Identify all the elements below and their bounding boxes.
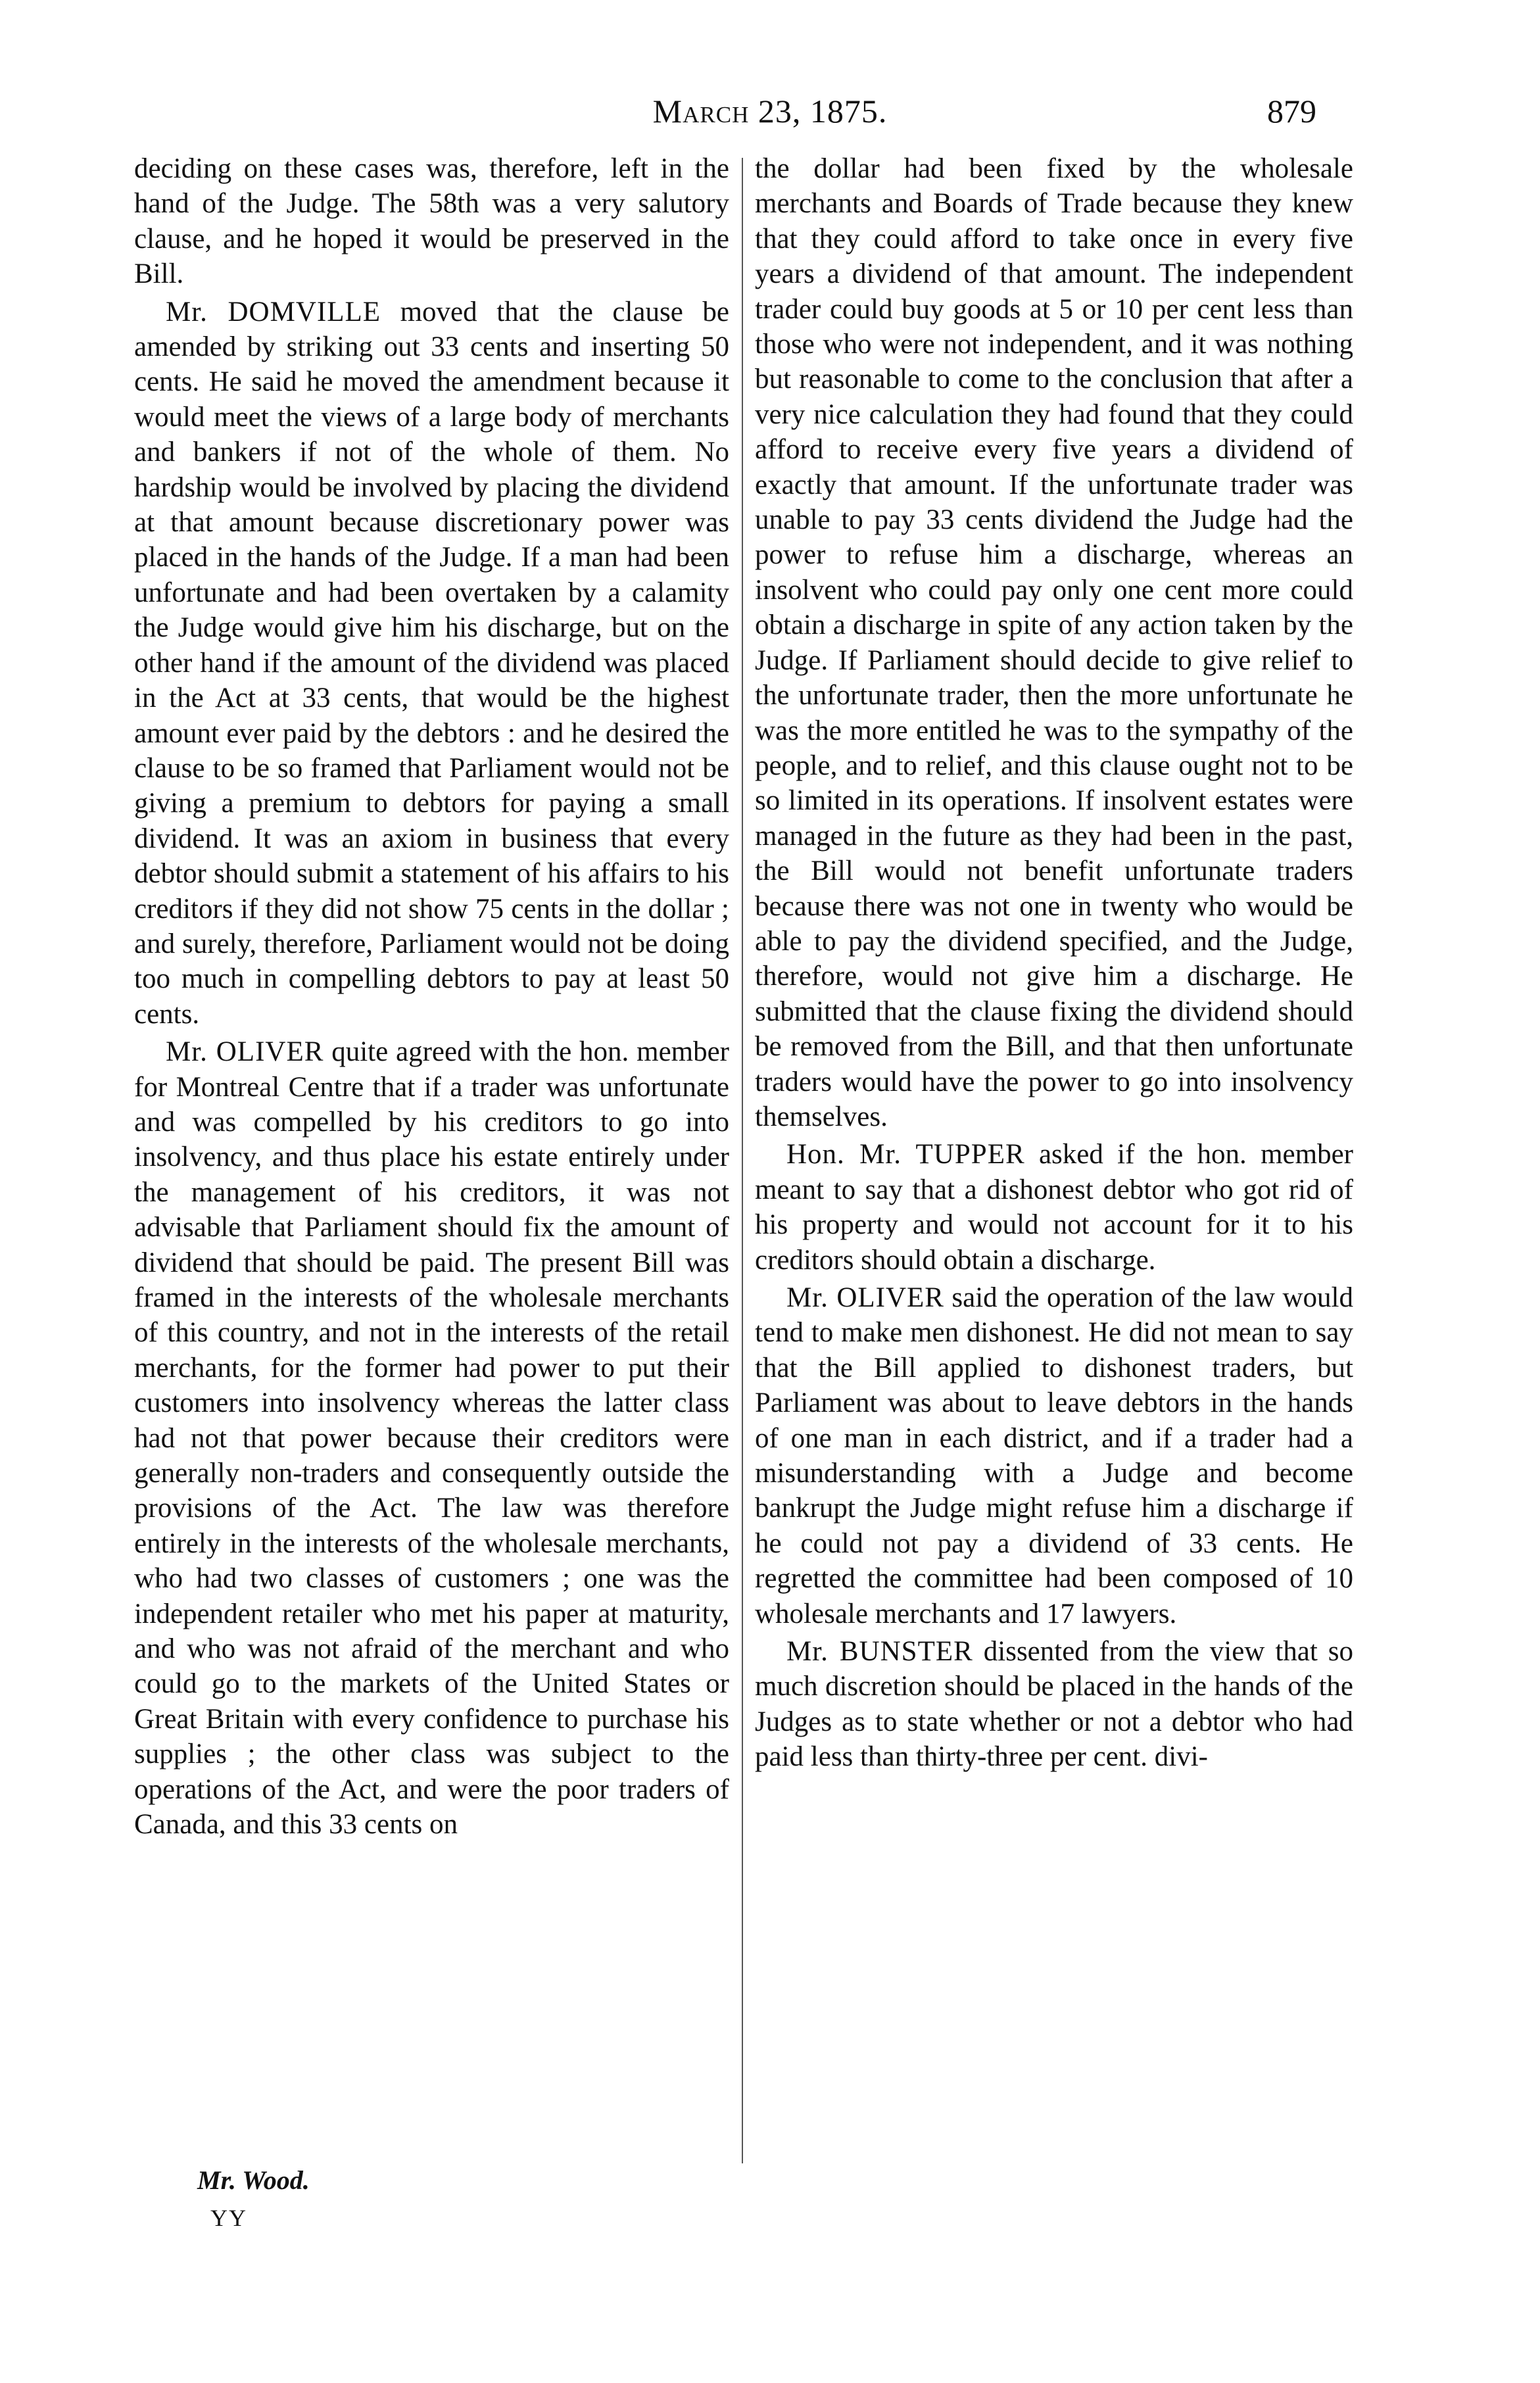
paragraph-oliver-1 [134, 1034, 729, 1842]
paragraph-text: deciding on these cases was, therefore, left in the hand of the Judge. The 58th was a very salutory clause, and he hoped it would be preserved in the Bill. [134, 153, 729, 290]
right-column [755, 151, 1353, 1775]
printer-signature-mark: YY [210, 2205, 247, 2231]
paragraph-tupper [755, 1137, 1353, 1278]
header-date: March 23, 1875. [652, 93, 888, 130]
paragraph-continuation-right [755, 151, 1353, 1134]
left-column [134, 151, 729, 1842]
paragraph-bunster [755, 1634, 1353, 1775]
page-header [0, 85, 1540, 138]
page-number: 879 [1267, 93, 1316, 130]
speaker-name: Mr. DOMVILLE [166, 296, 381, 327]
paragraph-text: asked if the hon. member meant to say that a dishonest debtor who got rid of his property and would not account for it to his creditors should obtain a discharge. [755, 1139, 1353, 1276]
speaker-name: Mr. OLIVER [166, 1036, 324, 1068]
paragraph-text: said the operation of the law would tend to make men dishonest. He did not mean to say that the Bill applied to dishonest traders, but Parliament was about to leave debtors in the hands of one man in each district, and if a trader had a misunderstanding with a Judge and become bankrupt the Judge might refuse him a discharge if he could not pay a dividend of 33 cents. He regretted the committee had been composed of 10 wholesale merchants and 17 lawyers. [755, 1282, 1353, 1629]
speaker-name: Hon. Mr. TUPPER [786, 1139, 1025, 1170]
paragraph-text: dissented from the view that so much discretion should be placed in the hands of the Judges as to state whether or not a debtor who had paid less than thirty-three per cent. divi- [755, 1636, 1353, 1773]
paragraph-text: moved that the clause be amended by striking out 33 cents and inserting 50 cents. He said he moved the amendment because it would meet the views of a large body of merchants and bankers if not of the whole of them. No hardship would be involved by placing the dividend at that amount because discretionary power was placed in the hands of the Judge. If a man had been unfortunate and had been overtaken by a calamity the Judge would give him his discharge, but on the other hand if the amount of the dividend was placed in the Act at 33 cents, that would be the highest amount ever paid by the debtors : and he desired the clause to be so framed that Parliament would not be giving a premium to debtors for paying a small dividend. It was an axiom in business that every debtor should submit a statement of his affairs to his creditors if they did not show 75 cents in the dollar ; and surely, therefore, Parliament would not be doing too much in compelling debtors to pay at least 50 cents. [134, 296, 729, 1030]
paragraph-text: quite agreed with the hon. member for Montreal Centre that if a trader was unfortunate and was compelled by his creditors to go into insolvency, and thus place his estate entirely under the management of his creditors, it was not advisable that Parliament should fix the amount of dividend that should be paid. The present Bill was framed in the interests of the wholesale merchants of this country, and not in the interests of the retail merchants, for the former had power to put their customers into insolvency whereas the latter class had not that power because their creditors were generally non-traders and consequently outside the provisions of the Act. The law was therefore entirely in the interests of the wholesale merchants, who had two classes of customers ; one was the independent retailer who met his paper at maturity, and who was not afraid of the merchant and who could go to the markets of the United States or Great Britain with every confidence to purchase his supplies ; the other class was subject to the operations of the Act, and were the poor traders of Canada, and this 33 cents on [134, 1036, 730, 1841]
speaker-name: Mr. OLIVER [786, 1282, 944, 1313]
footer-speaker-mark: Mr. Wood. [197, 2165, 310, 2195]
speaker-name: Mr. BUNSTER [786, 1636, 973, 1668]
column-divider [742, 158, 743, 2163]
paragraph-oliver-2 [755, 1280, 1353, 1631]
paragraph-continuation-left [134, 151, 729, 292]
paragraph-domville [134, 295, 729, 1032]
paragraph-text: the dollar had been fixed by the wholesale merchants and Boards of Trade because they knew that they could afford to take once in every five years a dividend of that amount. The independent trader could buy goods at 5 or 10 per cent less than those who were not independent, and it was nothing but reasonable to come to the conclusion that after a very nice calculation they had found that they could afford to receive every five years a dividend of exactly that amount. If the unfortunate trader was unable to pay 33 cents dividend the Judge had the power to refuse him a discharge, whereas an insolvent who could pay only one cent more could obtain a discharge in spite of any action taken by the Judge. If Parliament should decide to give relief to the unfortunate trader, then the more unfortunate he was the more entitled he was to the sympathy of the people, and to relief, and this clause ought not to be so limited in its operations. If insolvent estates were managed in the future as they had been in the past, the Bill would not benefit unfortunate traders because there was not one in twenty who would be able to pay the dividend specified, and the Judge, therefore, would not give him a discharge. He submitted that the clause fixing the dividend should be removed from the Bill, and that then unfortunate traders would have the power to go into insolvency themselves. [755, 153, 1353, 1132]
